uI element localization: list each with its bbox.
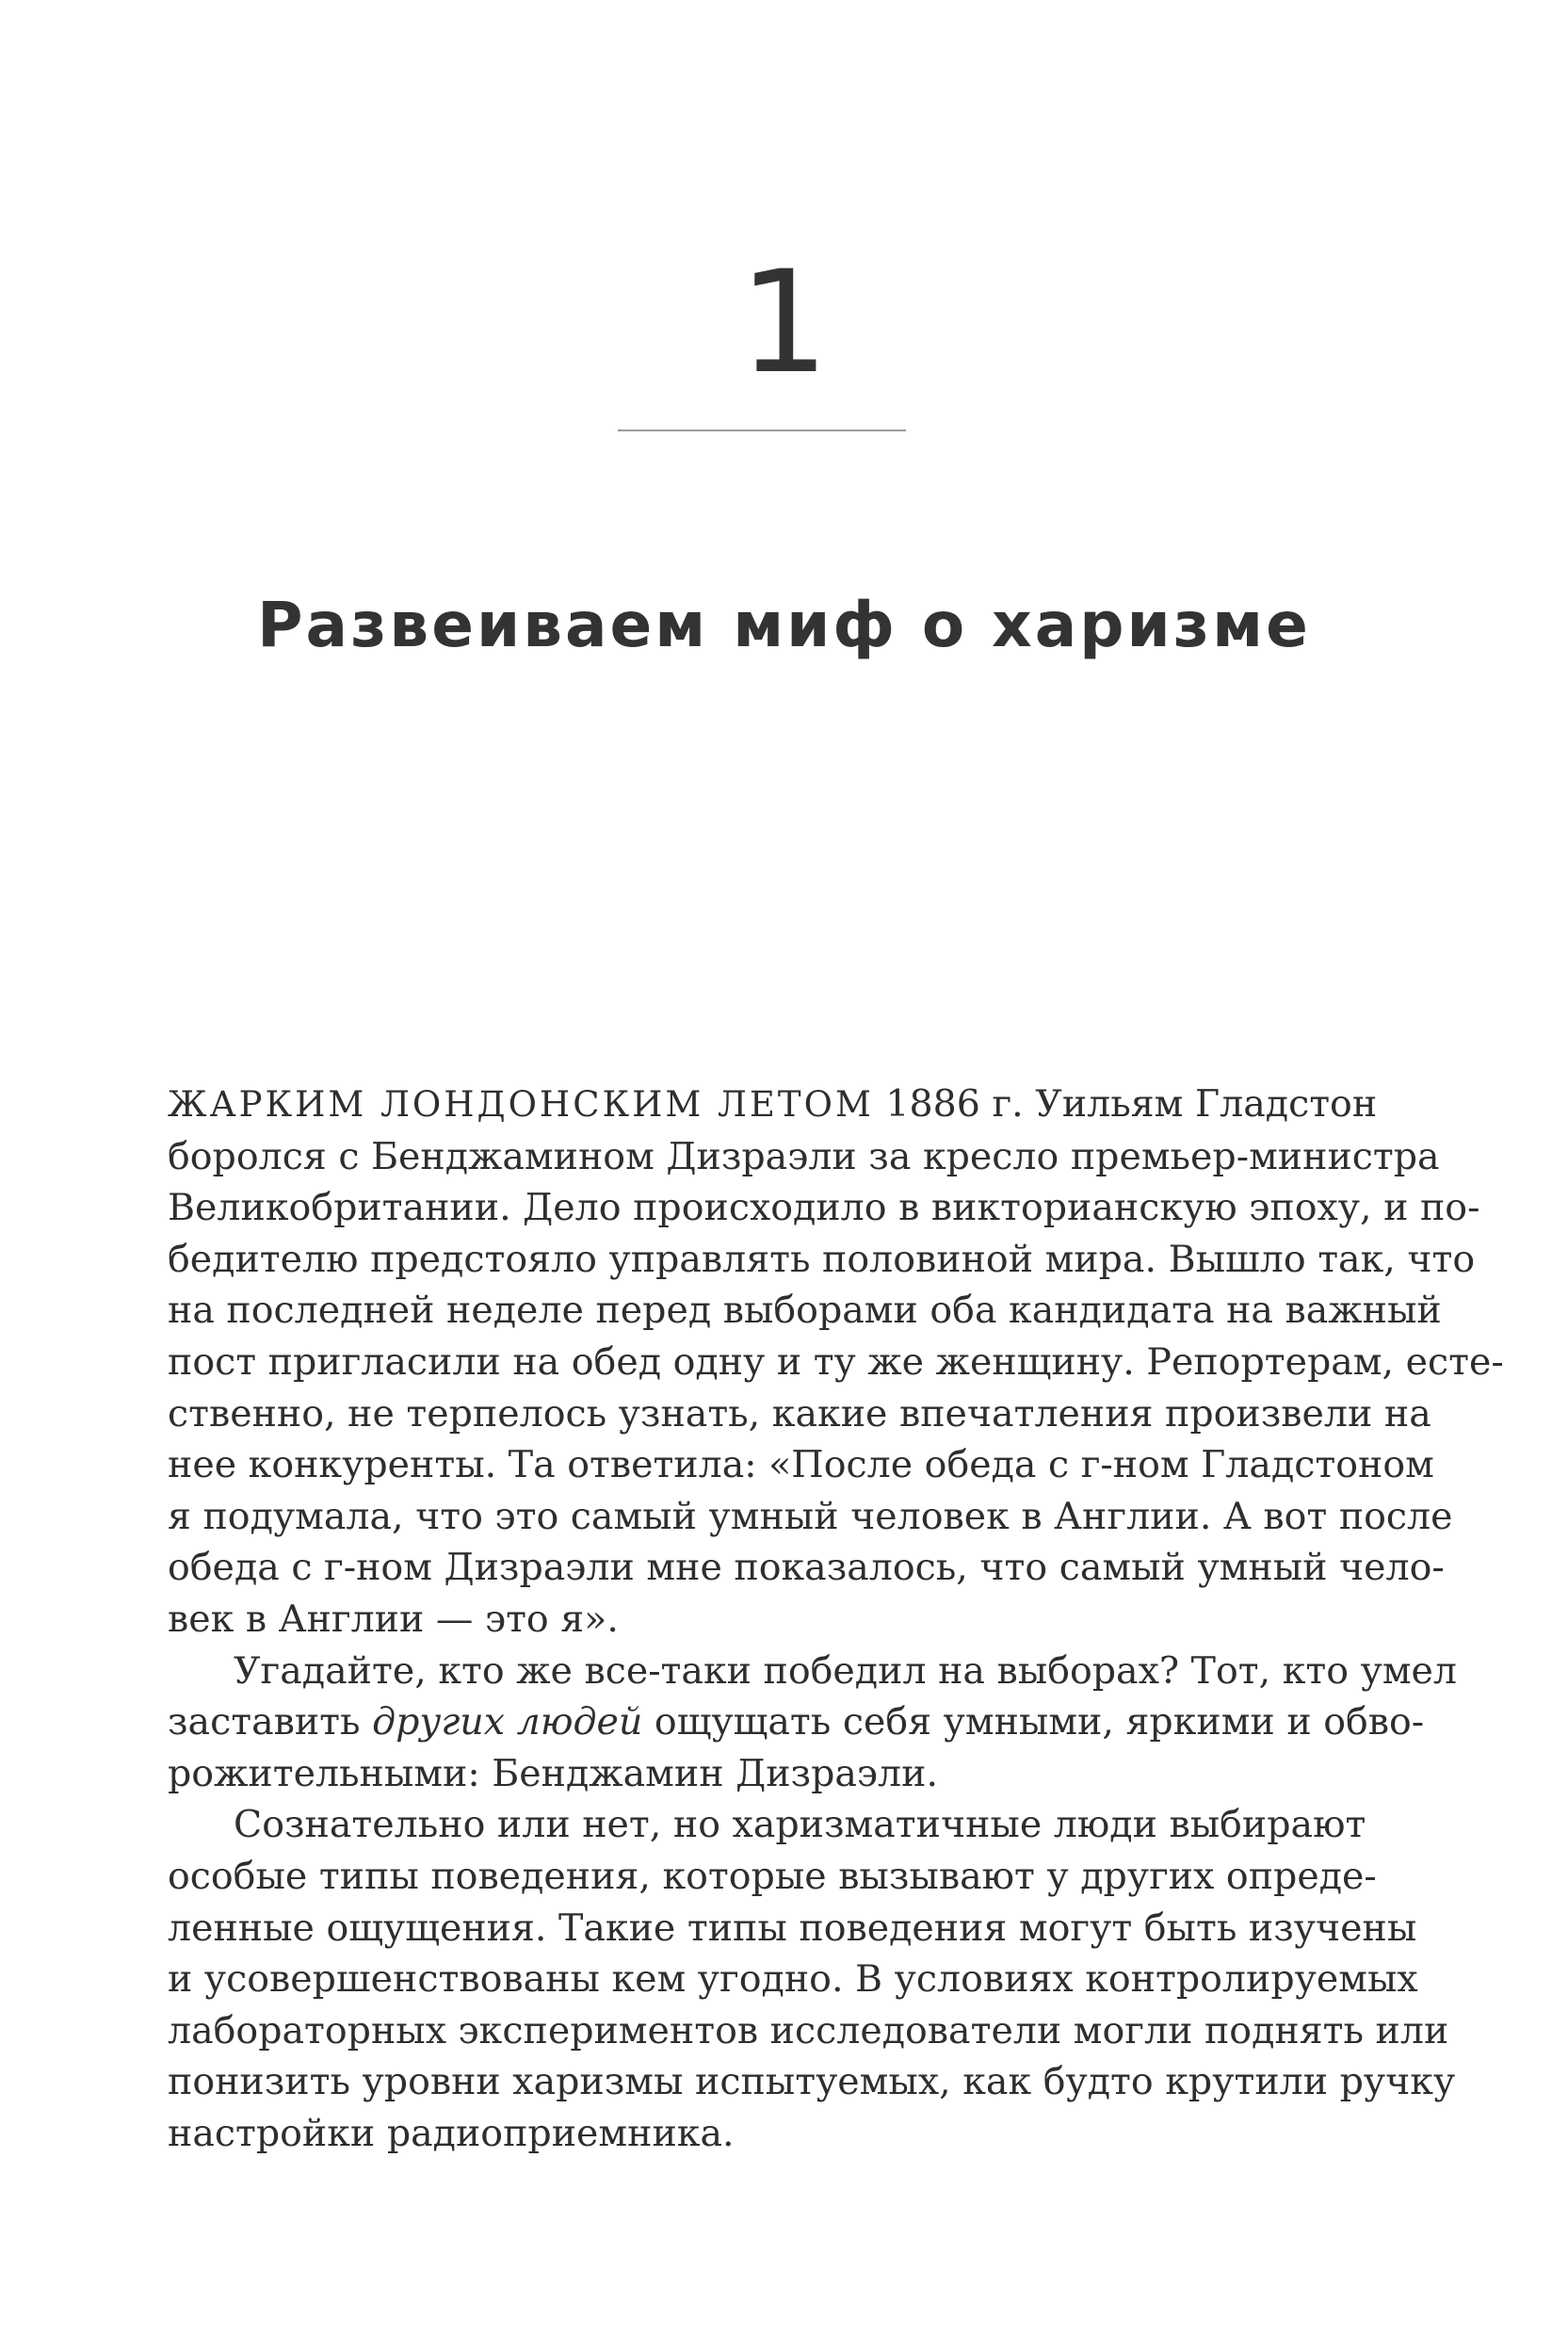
chapter-divider [618,430,906,431]
paragraph-1-line-11: век в Англии — это я». [168,1597,619,1641]
paragraph-1-line-5: на последней неделе перед выборами оба кандидата на важный [168,1289,1442,1333]
paragraph-1-line-7: ственно, не терпелось узнать, какие впечатления произвели на [168,1391,1431,1436]
paragraph-1-line-3: Великобритании. Дело происходило в викторианскую эпоху, и по- [168,1186,1480,1230]
paragraph-1-line-4: бедителю предстояло управлять половиной мира. Вышло так, что [168,1237,1476,1281]
chapter-body [168,1079,1504,2159]
paragraph-3-line-4: и усовершенствованы кем угодно. В условиях контролируемых [168,1957,1418,2002]
paragraph-3-line-5: лабораторных экспериментов исследователи могли поднять или [168,2008,1449,2052]
chapter-number: 1 [738,241,830,405]
paragraph-1-line-6: пост пригласили на обед одну и ту же женщину. Репортерам, есте- [168,1339,1504,1384]
lead-in-smallcaps: ЖАРКИМ ЛОНДОНСКИМ ЛЕТОМ [168,1084,874,1125]
paragraph-3 [168,1799,1456,2159]
paragraph-2-line-3: рожительными: Бенджамин Дизраэли. [168,1751,939,1795]
paragraph-3-line-7: настройки радиоприемника. [168,2111,735,2155]
emphasis-other-people: других людей [372,1700,643,1744]
paragraph-3-line-1: Сознательно или нет, но харизматичные люди выбирают [234,1803,1366,1847]
paragraph-2-line-2: заставить других людей ощущать себя умными, яркими и обво- [168,1700,1425,1744]
paragraph-1-line-1: ЖАРКИМ ЛОНДОНСКИМ ЛЕТОМ 1886 г. Уильям Гладстон [168,1082,1378,1126]
paragraph-2 [168,1646,1458,1800]
paragraph-3-line-2: особые типы поведения, которые вызывают у других опреде- [168,1854,1377,1898]
paragraph-1-line-8: нее конкуренты. Та ответила: «После обеда с г-ном Гладстоном [168,1443,1434,1487]
paragraph-1-line-9: я подумала, что это самый умный человек в Англии. А вот после [168,1494,1453,1538]
chapter-title: Развеиваем миф о харизме [257,589,1311,661]
paragraph-1-line-10: обеда с г-ном Дизраэли мне показалось, что самый умный чело- [168,1546,1445,1590]
paragraph-1-line-2: боролся с Бенджамином Дизраэли за кресло премьер-министра [168,1134,1440,1178]
paragraph-1 [168,1079,1504,1646]
paragraph-3-line-3: ленные ощущения. Такие типы поведения могут быть изучены [168,1906,1417,1950]
paragraph-3-line-6: понизить уровни харизмы испытуемых, как будто крутили ручку [168,2060,1456,2104]
paragraph-2-line-1: Угадайте, кто же все-таки победил на выборах? Тот, кто умел [234,1648,1458,1693]
